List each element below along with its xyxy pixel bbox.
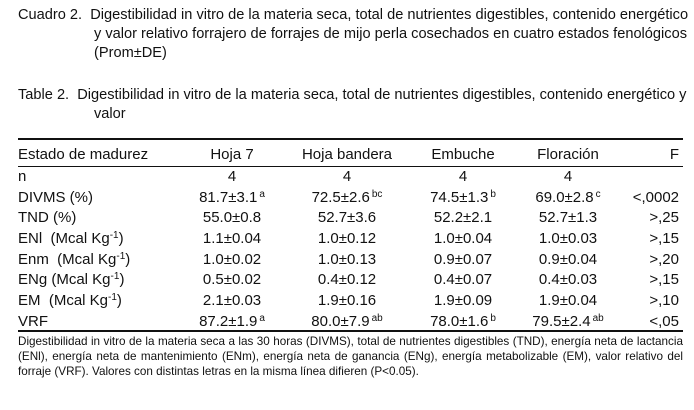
f-value: >,15 <box>649 271 679 289</box>
data-table <box>18 142 683 332</box>
significance-letter: b <box>490 188 496 200</box>
f-value: <,0002 <box>632 188 679 206</box>
table-cell: 0.9±0.04 <box>538 250 598 268</box>
caption-label: Cuadro 2. <box>18 7 91 23</box>
table-cell: 2.1±0.03 <box>202 291 262 309</box>
header-cell: F <box>669 145 679 163</box>
f-value <box>613 166 683 187</box>
table-cell: 52.2±2.1 <box>433 209 493 227</box>
row-label: EM (Mcal $Kg^{-1}$) <box>18 291 122 309</box>
table-cell: 74.5±1.3 $^b$ <box>430 188 496 206</box>
table-cell: 1.9±0.04 <box>538 291 598 309</box>
table-cell: 0.4±0.03 <box>538 271 598 289</box>
table-row <box>18 269 683 290</box>
table-cell: 1.0±0.13 <box>317 250 377 268</box>
table-row <box>18 187 683 208</box>
header-cell: Embuche <box>431 145 495 163</box>
table-cell: 1.9±0.09 <box>433 291 493 309</box>
table-cell: 72.5±2.6 $^{bc}$ <box>311 188 383 206</box>
table-cell: 52.7±3.6 <box>317 209 377 227</box>
significance-letter: bc <box>371 188 383 200</box>
table-row <box>18 290 683 311</box>
table-cell: 1.0±0.04 <box>433 229 493 247</box>
table-row <box>18 311 683 332</box>
row-label: n <box>18 167 27 185</box>
caption-line: valor <box>94 106 126 122</box>
f-value: >,20 <box>649 250 679 268</box>
row-label: Enm (Mcal $Kg^{-1}$) <box>18 250 131 268</box>
caption-line: Digestibilidad in vitro de la materia seca, total de nutrientes digestibles, contenido energético y <box>77 87 687 103</box>
header-cell: Hoja bandera <box>301 145 393 163</box>
row-label: ENl (Mcal $Kg^{-1}$) <box>18 229 124 247</box>
table-cell: 87.2±1.9 $^a$ <box>199 312 265 330</box>
f-value: >,25 <box>649 209 679 227</box>
bottom-rule <box>18 330 683 332</box>
table-cell: 4 <box>563 167 573 185</box>
table-cell: 4 <box>227 167 237 185</box>
unit-superscript: -1 <box>110 271 120 283</box>
unit-superscript: -1 <box>108 291 117 303</box>
significance-letter: a <box>259 188 265 200</box>
table-cell: 0.4±0.12 <box>317 271 377 289</box>
table-cell: 78.0±1.6 $^b$ <box>430 312 496 330</box>
table-cell: 4 <box>458 167 468 185</box>
table-cell: 1.0±0.12 <box>317 229 377 247</box>
significance-letter: a <box>259 312 265 324</box>
table-cell: 81.7±3.1 $^a$ <box>199 188 265 206</box>
unit-superscript: -1 <box>116 250 126 262</box>
caption-line: y valor relativo forrajero de forrajes de mijo perla cosechados en cuatro estados fenológicos <box>94 26 687 42</box>
significance-letter: ab <box>371 312 383 324</box>
row-label: ENg (Mcal $Kg^{-1}$) <box>18 271 125 289</box>
table-row <box>18 249 683 270</box>
caption-spanish <box>18 6 688 63</box>
f-value: >,10 <box>649 291 679 309</box>
caption-english <box>18 86 686 124</box>
table-cell: 0.9±0.07 <box>433 250 493 268</box>
table-cell: 0.4±0.07 <box>433 271 493 289</box>
header-row <box>18 142 683 166</box>
table-cell: 80.0±7.9 $^{ab}$ <box>311 312 383 330</box>
table-cell: 69.0±2.8 $^c$ <box>535 188 601 206</box>
header-cell: Floración <box>537 145 599 163</box>
table-row <box>18 228 683 249</box>
header-cell: Hoja 7 <box>210 145 254 163</box>
row-label: TND (%) <box>18 209 77 227</box>
table-row <box>18 166 683 187</box>
table-row <box>18 207 683 228</box>
table-cell: 1.9±0.16 <box>317 291 377 309</box>
top-rule <box>18 138 683 140</box>
header-cell: Estado de madurez <box>18 145 149 163</box>
unit-superscript: -1 <box>109 229 119 241</box>
f-value: <,05 <box>649 312 679 330</box>
table-cell: 55.0±0.8 <box>202 209 262 227</box>
significance-letter: c <box>595 188 601 200</box>
header-rule <box>18 166 683 167</box>
table-cell: 0.5±0.02 <box>202 271 262 289</box>
caption-line: Digestibilidad in vitro de la materia seca, total de nutrientes digestibles, contenido energético <box>90 7 689 23</box>
row-label: DIVMS (%) <box>18 188 93 206</box>
table-cell: 52.7±1.3 <box>538 209 598 227</box>
significance-letter: ab <box>592 312 604 324</box>
row-label: VRF <box>18 312 48 330</box>
f-value: >,15 <box>649 229 679 247</box>
table-cell: 1.0±0.03 <box>538 229 598 247</box>
table-cell: 4 <box>342 167 352 185</box>
significance-letter: b <box>490 312 496 324</box>
table-cell: 1.1±0.04 <box>202 229 262 247</box>
caption-line: (Prom±DE) <box>94 45 167 61</box>
table-cell: 1.0±0.02 <box>202 250 262 268</box>
caption-label: Table 2. <box>18 87 78 103</box>
footnote: Digestibilidad in vitro de la materia seca a las 30 horas (DIVMS), total de nutrientes digestibles (TND), energía neta de lactancia (ENl), energía neta de mantenimiento (ENm), energía neta de ganancia (ENg), energía metabolizable (EM), valor relativo del forraje (VRF). Valores con distintas letras en la misma línea difieren (P<0.05). <box>18 335 683 378</box>
table-cell: 79.5±2.4 $^{ab}$ <box>532 312 604 330</box>
